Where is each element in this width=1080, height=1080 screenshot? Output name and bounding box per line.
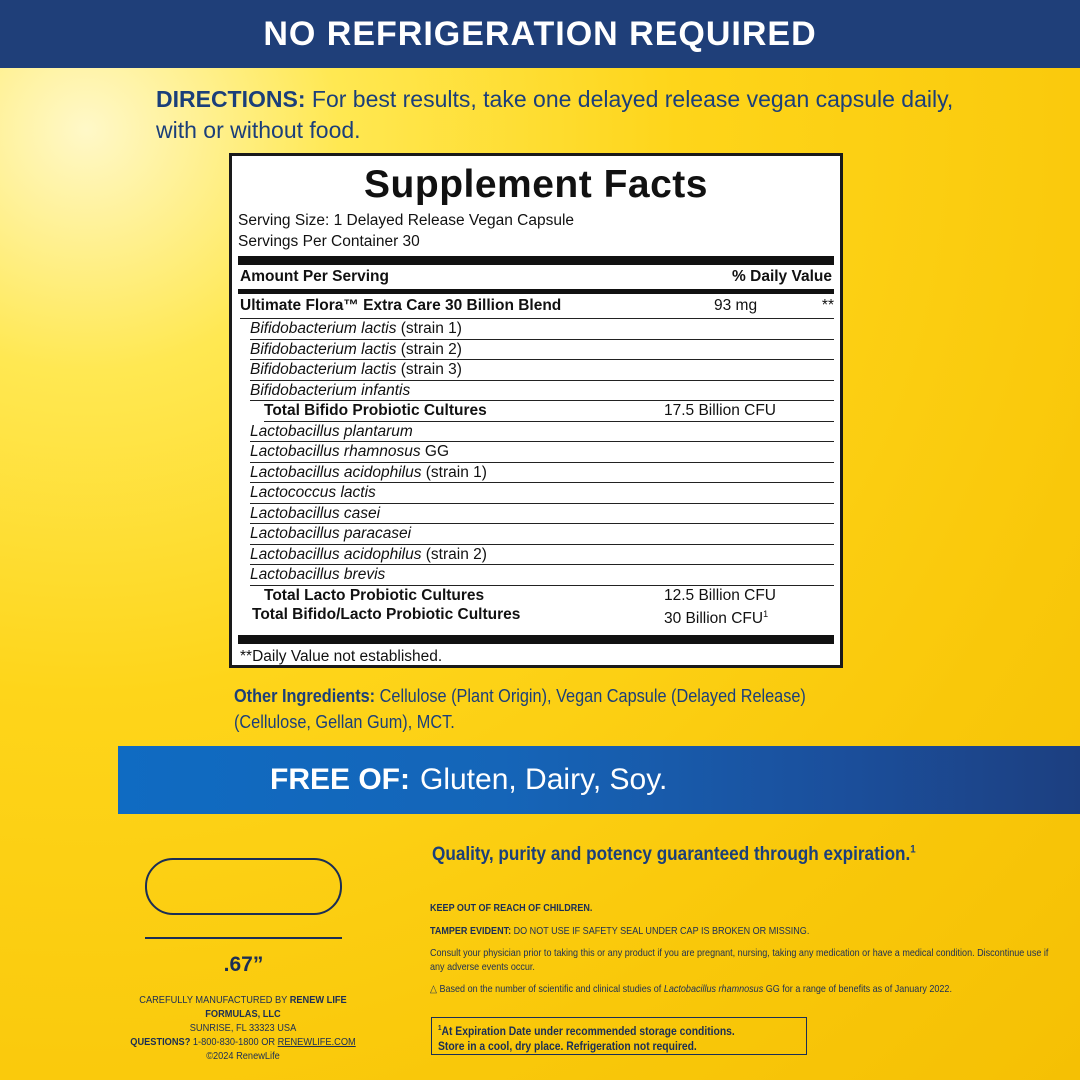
species: Lactobacillus paracasei [250,525,412,542]
total-lacto-row [264,586,834,606]
species: Bifidobacterium infantis [250,381,411,399]
strain: (strain 2) [396,340,462,358]
expiration-note-box [431,1017,807,1055]
species: Lactobacillus casei [250,504,381,522]
species: Lactobacillus brevis [250,566,386,583]
questions-phone: 1-800-830-1800 OR [190,1036,278,1048]
ingredient-row [250,442,834,463]
strain: (strain 1) [421,463,487,481]
species: Lactococcus lactis [250,484,376,501]
ingredient-row [250,463,834,484]
species: Lactobacillus acidophilus [250,463,422,481]
quality-guarantee [432,843,1048,866]
ingredient-row [250,381,834,402]
servings-per-container: Servings Per Container 30 [238,233,420,250]
strain: (strain 2) [421,545,487,563]
other-ingredients [234,683,832,735]
quality-sup: 1 [910,843,916,856]
species: Lactobacillus acidophilus [250,545,422,563]
species: Bifidobacterium lactis [250,320,397,337]
directions [156,84,976,146]
ingredient-row [250,483,834,504]
mfg-prefix: CAREFULLY MANUFACTURED BY [139,994,290,1006]
warnings [430,902,1049,1006]
capsule-size-line [145,937,342,939]
directions-label: DIRECTIONS: [156,86,306,112]
banner-text: NO REFRIGERATION REQUIRED [263,14,817,53]
species: Bifidobacterium lactis [250,361,397,378]
amount-per-serving: Amount Per Serving [240,268,389,285]
divider-thick-bottom [238,635,834,644]
daily-value-header: % Daily Value [732,268,832,285]
total-lacto-amount: 12.5 Billion CFU [664,586,776,604]
based-prefix: Based on the number of scientific and clinical studies of [436,983,664,995]
grand-total-sup: 1 [763,609,769,619]
free-of-text: Gluten, Dairy, Soy. [420,763,668,796]
blend-name: Ultimate Flora™ Extra Care 30 Billion Blend [240,297,562,314]
divider-thick [238,256,834,265]
ingredient-row [250,524,834,545]
manufacturer-info [124,993,362,1063]
daily-value-footnote: **Daily Value not established. [240,647,443,665]
grand-total-value: 30 Billion CFU [664,610,764,628]
expiration-line2: Store in a cool, dry place. Refrigeration not required. [438,1040,697,1053]
ingredient-row [250,340,834,361]
triangle-icon: △ [430,983,437,995]
serving-size: Serving Size: 1 Delayed Release Vegan Capsule [238,212,575,229]
based-suffix: GG for a range of benefits as of January 2022. [763,983,952,995]
other-ingredients-label: Other Ingredients: [234,685,376,706]
facts-header [238,265,834,289]
tamper-text: DO NOT USE IF SAFETY SEAL UNDER CAP IS BROKEN OR MISSING. [511,924,810,937]
quality-text: Quality, purity and potency guaranteed through expiration. [432,843,911,865]
grand-total-label: Total Bifido/Lacto Probiotic Cultures [252,606,521,623]
keep-out-warning: KEEP OUT OF REACH OF CHILDREN. [430,902,593,914]
website-link: RENEWLIFE.COM [277,1036,356,1048]
strain: (strain 1) [396,320,462,337]
capsule-outline-icon [145,858,342,915]
species: Lactobacillus rhamnosus [250,443,421,460]
mfg-company: RENEW LIFE FORMULAS, LLC [205,994,347,1020]
no-refrigeration-banner [0,0,1080,68]
tamper-label: TAMPER EVIDENT: [430,924,512,937]
total-lacto-label: Total Lacto Probiotic Cultures [264,586,485,604]
total-bifido-amount: 17.5 Billion CFU [664,402,776,419]
directions-text: For best results, take one delayed release vegan capsule daily, with or without food. [156,86,954,143]
expiration-sup: 1 [438,1025,442,1032]
ingredient-row [250,565,834,586]
blend-row [240,294,834,319]
grand-total-row [252,605,834,629]
strain: GG [420,443,450,460]
other-ingredients-text: Cellulose (Plant Origin), Vegan Capsule (Delayed Release) (Cellulose, Gellan Gum), MCT. [234,685,806,732]
total-bifido-row [264,401,834,422]
ingredient-row [250,360,834,381]
capsule-size: .67” [223,953,264,976]
grand-total-amount [664,605,834,629]
free-of-label: FREE OF: [270,763,410,796]
total-bifido-label: Total Bifido Probiotic Cultures [264,402,487,419]
ingredient-row [250,319,834,340]
blend-amount: 93 mg [714,297,758,314]
facts-title: Supplement Facts [364,163,708,206]
species: Lactobacillus plantarum [250,422,413,440]
based-species: Lactobacillus rhamnosus [663,983,764,995]
species: Bifidobacterium lactis [250,340,397,358]
free-of-banner [118,746,1080,814]
supplement-facts-panel [229,153,843,668]
strain: (strain 3) [396,361,462,378]
consult-text: Consult your physician prior to taking this or any product if you are pregnant, nursing, taking any medication or have a medical condition. Discontinue use if any adverse events occur. [430,947,1049,973]
copyright: ©2024 RenewLife [206,1050,280,1062]
expiration-line1: At Expiration Date under recommended storage conditions. [441,1025,735,1038]
ingredient-row [250,545,834,566]
blend-dv: ** [821,297,834,314]
mfg-address: SUNRISE, FL 33323 USA [189,1022,297,1034]
ingredient-row [250,422,834,443]
questions-label: QUESTIONS? [130,1036,191,1048]
ingredient-row [250,504,834,525]
